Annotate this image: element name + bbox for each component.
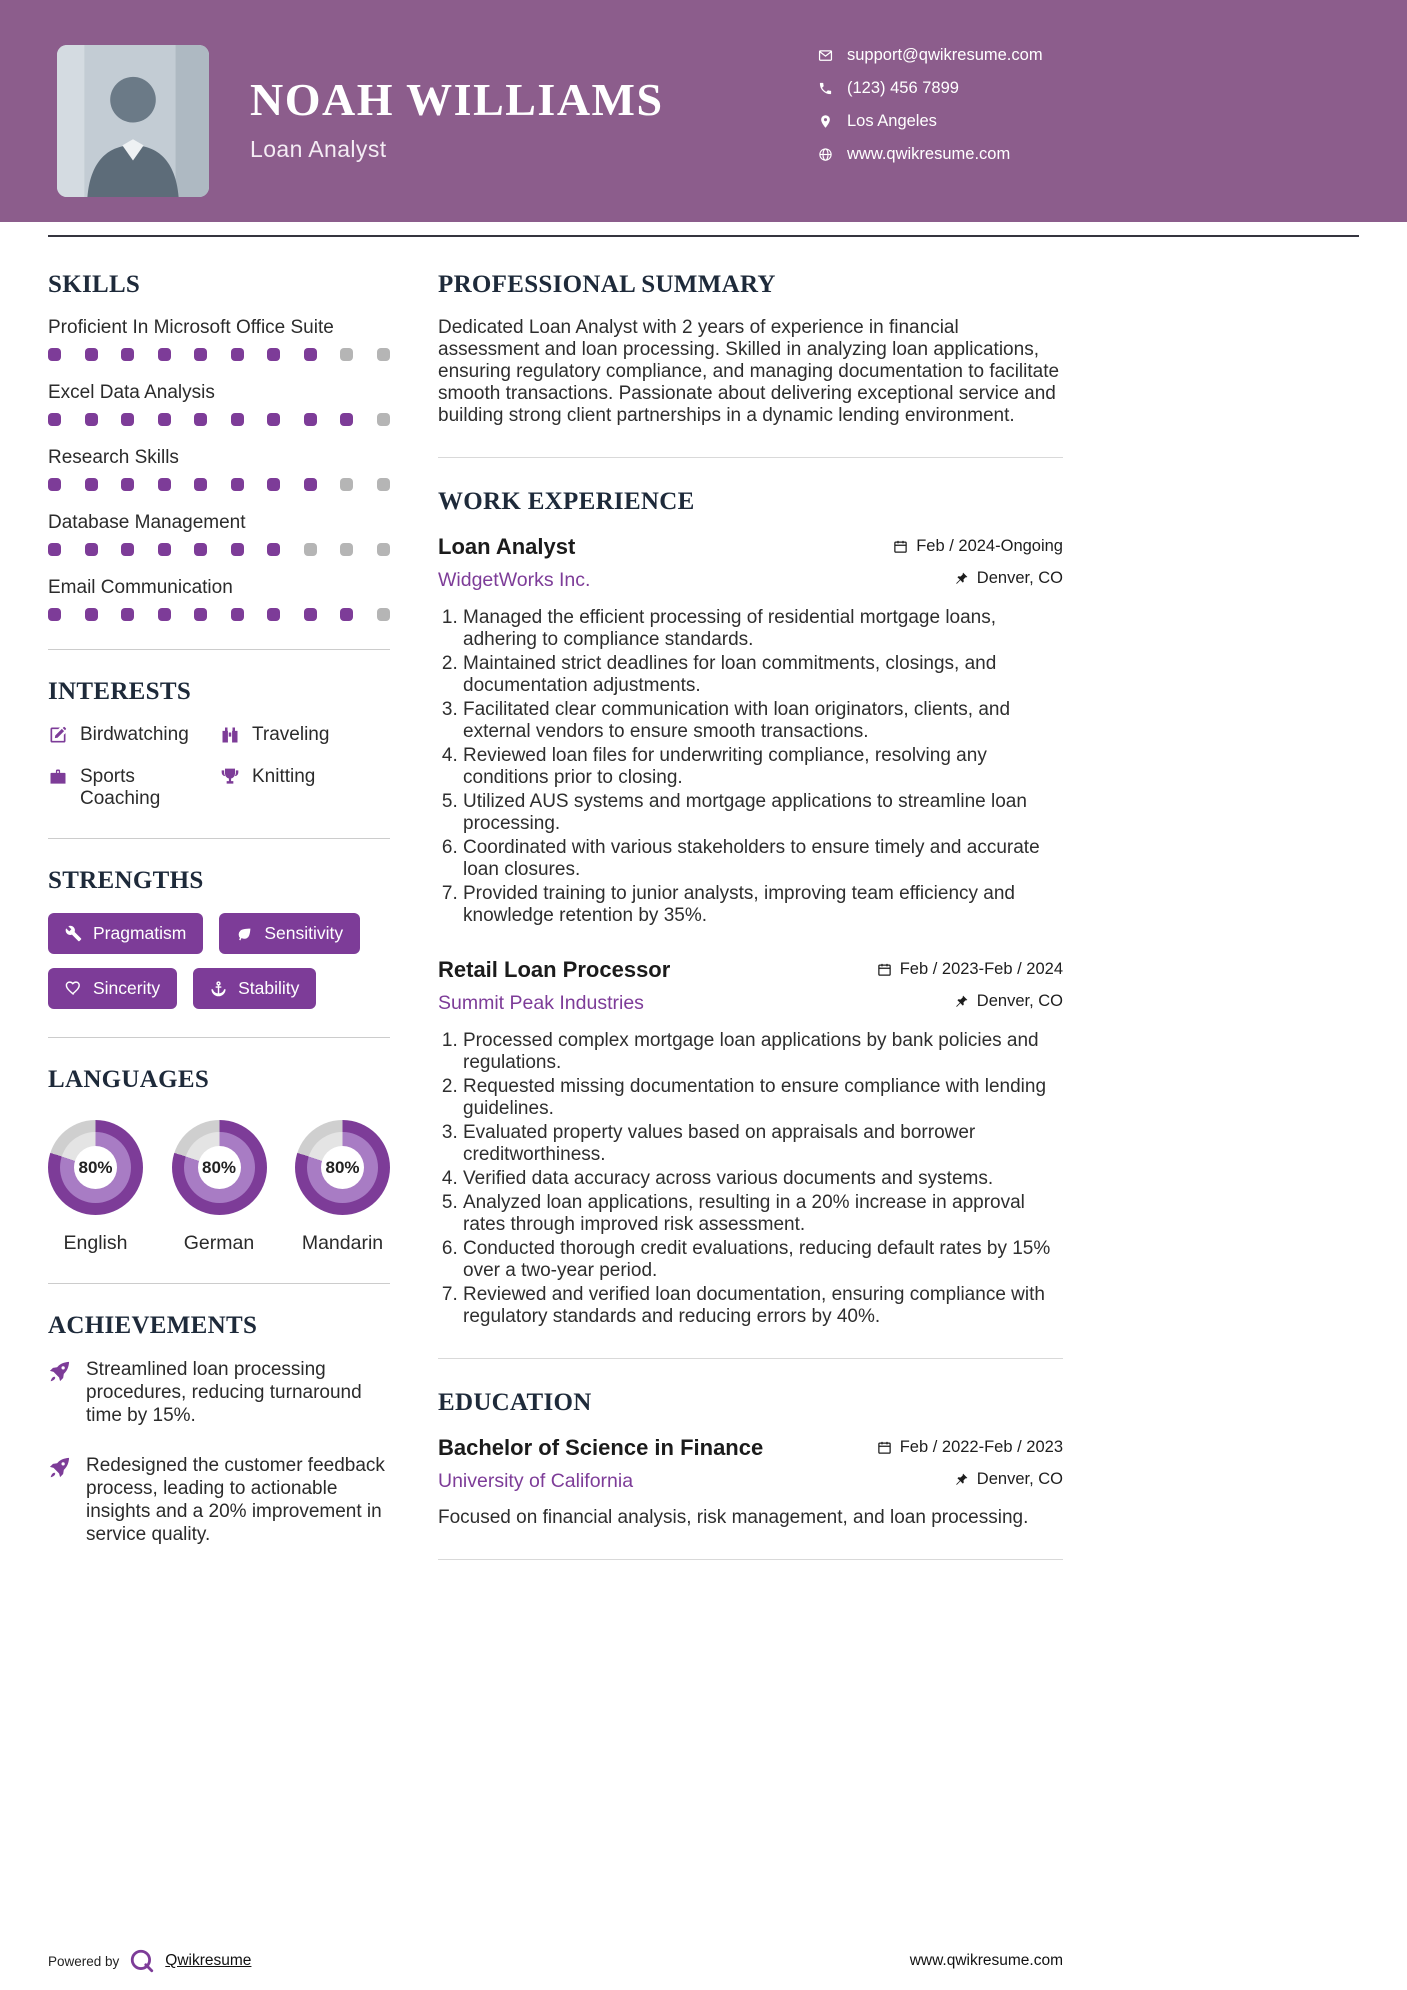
interest-label: Birdwatching — [80, 724, 189, 745]
job-bullet: 3. Facilitated clear communication with loan originators, clients, and external vendors to ensure smooth transactions. — [463, 699, 1063, 743]
section-divider — [48, 838, 390, 839]
skill-dot — [377, 413, 390, 426]
skill-label: Email Communication — [48, 577, 233, 598]
qwikresume-link[interactable]: Qwikresume — [165, 1952, 252, 1969]
footer-site-link[interactable]: www.qwikresume.com — [909, 1952, 1063, 1969]
interest-item — [48, 724, 208, 746]
language-item — [172, 1120, 267, 1255]
section-divider — [48, 649, 390, 650]
experience-heading: WORK EXPERIENCE — [438, 488, 695, 515]
achievement-item — [48, 1358, 390, 1428]
skill-dot — [231, 413, 244, 426]
strength-label: Sincerity — [93, 978, 161, 998]
strength-label: Pragmatism — [93, 923, 187, 943]
section-divider — [48, 1037, 390, 1038]
skill-dot — [48, 348, 61, 361]
language-percent: 80% — [201, 1157, 237, 1177]
section-divider — [438, 1559, 1063, 1560]
skill-dot — [340, 413, 353, 426]
skill-dot — [158, 348, 171, 361]
language-percent: 80% — [78, 1157, 113, 1177]
pushpin-icon — [954, 1472, 969, 1487]
skill-dot — [48, 608, 61, 621]
language-label: English — [63, 1232, 128, 1254]
job-company: Summit Peak Industries — [438, 992, 644, 1014]
skill-item — [48, 512, 390, 556]
skill-dot — [194, 608, 207, 621]
skill-dot — [194, 478, 207, 491]
job-dates — [877, 960, 1063, 979]
skill-level-dots — [48, 348, 390, 361]
name-block — [250, 76, 664, 163]
job-dates-text: Feb / 2023-Feb / 2024 — [899, 960, 1063, 978]
job-entry — [438, 957, 1063, 1328]
skill-dot — [304, 348, 317, 361]
contact-text: support@qwikresume.com — [847, 46, 1043, 64]
skill-dot — [121, 413, 134, 426]
pushpin-icon — [954, 571, 969, 586]
skill-item — [48, 382, 390, 426]
globe-icon — [818, 147, 833, 162]
job-bullet: 6. Conducted thorough credit evaluations, reducing default rates by 15% over a two-year period. — [463, 1238, 1063, 1282]
experience-section — [438, 488, 1063, 1328]
skill-level-dots — [48, 413, 390, 426]
calendar-icon — [877, 962, 892, 977]
rocket-icon — [48, 1360, 71, 1383]
skill-dot — [231, 478, 244, 491]
job-bullet: 2. Maintained strict deadlines for loan commitments, closings, and documentation adjustments. — [463, 653, 1063, 697]
skill-label: Research Skills — [48, 447, 179, 468]
language-label: German — [183, 1232, 255, 1254]
pen-icon — [48, 725, 68, 745]
skill-item — [48, 317, 390, 361]
job-location-text: Denver, CO — [976, 992, 1063, 1010]
achievement-item — [48, 1454, 390, 1547]
skill-dot — [194, 413, 207, 426]
job-location — [954, 569, 1063, 588]
skill-dot — [267, 413, 280, 426]
achievement-text: Streamlined loan processing procedures, reducing turnaround time by 15%. — [86, 1359, 362, 1427]
contact-text: Los Angeles — [847, 112, 937, 130]
anchor-icon — [210, 980, 227, 997]
interest-item — [220, 724, 390, 746]
contact-location — [818, 112, 1043, 131]
skill-dot — [85, 543, 98, 556]
job-bullet: 1. Managed the efficient processing of residential mortgage loans, adhering to compliance standards. — [463, 607, 1063, 651]
skill-level-dots — [48, 478, 390, 491]
skill-label: Proficient In Microsoft Office Suite — [48, 317, 334, 338]
skill-dot — [340, 608, 353, 621]
skill-dot — [48, 478, 61, 491]
job-bullet: 7. Reviewed and verified loan documentation, ensuring compliance with regulatory standards and reducing errors by 40%. — [463, 1284, 1063, 1328]
interest-item — [220, 766, 390, 810]
job-bullet: 4. Verified data accuracy across various documents and systems. — [463, 1168, 1063, 1190]
job-bullet: 5. Analyzed loan applications, resulting in a 20% increase in approval rates through improved risk assessment. — [463, 1192, 1063, 1236]
skills-section — [48, 271, 390, 621]
footer — [48, 1948, 1063, 1974]
skill-dot — [158, 608, 171, 621]
skill-item — [48, 447, 390, 491]
job-bullet-list — [438, 607, 1063, 927]
degree-title: Bachelor of Science in Finance — [438, 1435, 764, 1460]
skill-dot — [304, 543, 317, 556]
section-divider — [438, 457, 1063, 458]
job-bullet: 7. Provided training to junior analysts, improving team efficiency and knowledge retention by 35%. — [463, 883, 1063, 927]
skill-dot — [48, 413, 61, 426]
language-donut — [48, 1120, 143, 1215]
skill-item — [48, 577, 390, 621]
summary-text: Dedicated Loan Analyst with 2 years of experience in financial assessment and loan processing. Skilled in analyzing loan applications, ensuring regulatory compliance, and managing documentation to facilitate smooth transactions. Passionate about delivering exceptional service and building strong client partnerships in a dynamic lending environment. — [438, 317, 1060, 426]
strengths-section — [48, 867, 390, 1009]
education-entry — [438, 1435, 1063, 1529]
language-item — [295, 1120, 390, 1255]
skill-dot — [340, 348, 353, 361]
skill-dot — [121, 543, 134, 556]
skill-label: Excel Data Analysis — [48, 382, 215, 403]
achievements-heading: ACHIEVEMENTS — [48, 1312, 258, 1339]
skill-dot — [231, 608, 244, 621]
job-location-text: Denver, CO — [976, 569, 1063, 587]
skill-dot — [267, 348, 280, 361]
interest-label: Knitting — [252, 766, 316, 787]
skill-dot — [194, 348, 207, 361]
summary-heading: PROFESSIONAL SUMMARY — [438, 271, 776, 298]
skill-dot — [158, 478, 171, 491]
skill-dot — [267, 478, 280, 491]
calendar-icon — [893, 539, 908, 554]
person-silhouette-icon — [57, 45, 209, 197]
skills-heading: SKILLS — [48, 271, 141, 298]
strengths-heading: STRENGTHS — [48, 867, 204, 894]
job-entry — [438, 534, 1063, 927]
interest-label: Sports Coaching — [80, 766, 161, 809]
strength-badge — [48, 913, 203, 954]
job-title: Loan Analyst — [438, 534, 576, 559]
education-section — [438, 1389, 1063, 1529]
skill-dot — [194, 543, 207, 556]
job-bullet-list — [438, 1030, 1063, 1328]
skill-dot — [85, 478, 98, 491]
location-pin-icon — [818, 114, 833, 129]
skill-dot — [377, 543, 390, 556]
skill-dot — [340, 478, 353, 491]
wrench-icon — [65, 925, 82, 942]
skill-dot — [158, 543, 171, 556]
skill-dot — [304, 608, 317, 621]
education-location-text: Denver, CO — [976, 1470, 1063, 1488]
calendar-icon — [877, 1440, 892, 1455]
skill-dot — [85, 608, 98, 621]
language-label: Mandarin — [301, 1232, 384, 1254]
skill-level-dots — [48, 608, 390, 621]
skill-dot — [377, 478, 390, 491]
skill-dot — [377, 608, 390, 621]
summary-section — [438, 271, 1063, 427]
skill-dot — [158, 413, 171, 426]
strength-badge — [219, 913, 360, 954]
skill-dot — [304, 478, 317, 491]
skill-dot — [85, 413, 98, 426]
rocket-icon — [48, 1456, 71, 1479]
strength-label: Sensitivity — [264, 923, 344, 943]
education-location — [954, 1470, 1063, 1489]
right-column — [438, 271, 1063, 1590]
achievement-text: Redesigned the customer feedback process, leading to actionable insights and a 20% improvement in service quality. — [86, 1454, 385, 1546]
education-heading: EDUCATION — [438, 1389, 592, 1416]
contact-website[interactable] — [818, 145, 1043, 164]
job-bullet: 3. Evaluated property values based on appraisals and borrower creditworthiness. — [463, 1122, 1063, 1166]
language-donut — [295, 1120, 390, 1215]
powered-by-label: Powered by — [48, 1953, 120, 1969]
strength-badge — [193, 968, 316, 1009]
skill-dot — [121, 608, 134, 621]
language-item — [48, 1120, 143, 1255]
envelope-icon — [818, 48, 833, 63]
phone-icon — [818, 81, 833, 96]
skill-dot — [231, 348, 244, 361]
contact-text: www.qwikresume.com — [847, 145, 1011, 163]
powered-by — [48, 1948, 251, 1974]
job-bullet: 5. Utilized AUS systems and mortgage applications to streamline loan processing. — [463, 791, 1063, 835]
contact-list — [818, 46, 1043, 164]
briefcase-icon — [48, 767, 68, 787]
school-name: University of California — [438, 1470, 634, 1492]
job-bullet: 1. Processed complex mortgage loan applications by bank policies and regulations. — [463, 1030, 1063, 1074]
section-divider — [48, 1283, 390, 1284]
trophy-icon — [220, 767, 240, 787]
leaf-icon — [236, 925, 253, 942]
job-location — [954, 992, 1063, 1011]
heart-icon — [65, 980, 82, 997]
interest-label: Traveling — [252, 724, 330, 745]
pushpin-icon — [954, 994, 969, 1009]
qwikresume-logo — [129, 1948, 155, 1974]
skill-dot — [377, 348, 390, 361]
skill-dot — [267, 608, 280, 621]
skill-dot — [340, 543, 353, 556]
achievements-section — [48, 1312, 390, 1546]
interests-heading: INTERESTS — [48, 678, 192, 705]
contact-email[interactable] — [818, 46, 1043, 65]
job-bullet: 4. Reviewed loan files for underwriting compliance, resolving any conditions prior to closing. — [463, 745, 1063, 789]
skill-dot — [121, 478, 134, 491]
job-dates-text: Feb / 2024-Ongoing — [916, 537, 1063, 555]
strength-badge — [48, 968, 177, 1009]
candidate-job-title: Loan Analyst — [250, 136, 387, 163]
skill-dot — [121, 348, 134, 361]
left-column — [48, 271, 390, 1572]
education-dates-text: Feb / 2022-Feb / 2023 — [899, 1438, 1063, 1456]
job-title: Retail Loan Processor — [438, 957, 671, 982]
skill-level-dots — [48, 543, 390, 556]
skill-label: Database Management — [48, 512, 246, 533]
profile-photo — [57, 45, 209, 197]
interest-item — [48, 766, 208, 810]
strength-label: Stability — [238, 978, 300, 998]
skill-dot — [304, 413, 317, 426]
main-content — [0, 237, 1407, 1590]
education-dates — [877, 1438, 1063, 1457]
header — [0, 0, 1407, 222]
job-bullet: 2. Requested missing documentation to ensure compliance with lending guidelines. — [463, 1076, 1063, 1120]
languages-section — [48, 1066, 390, 1255]
skill-dot — [231, 543, 244, 556]
binoculars-icon — [220, 725, 240, 745]
job-company: WidgetWorks Inc. — [438, 569, 591, 591]
language-donut — [172, 1120, 267, 1215]
languages-heading: LANGUAGES — [48, 1066, 210, 1093]
education-note: Focused on financial analysis, risk management, and loan processing. — [438, 1507, 1029, 1528]
skill-dot — [85, 348, 98, 361]
contact-phone[interactable] — [818, 79, 1043, 98]
skill-dot — [48, 543, 61, 556]
interests-section — [48, 678, 390, 810]
section-divider — [438, 1358, 1063, 1359]
job-dates — [893, 537, 1063, 556]
language-percent: 80% — [325, 1157, 360, 1177]
skill-dot — [267, 543, 280, 556]
candidate-name: NOAH WILLIAMS — [250, 74, 664, 125]
contact-text: (123) 456 7899 — [847, 79, 959, 97]
job-bullet: 6. Coordinated with various stakeholders to ensure timely and accurate loan closures. — [463, 837, 1063, 881]
